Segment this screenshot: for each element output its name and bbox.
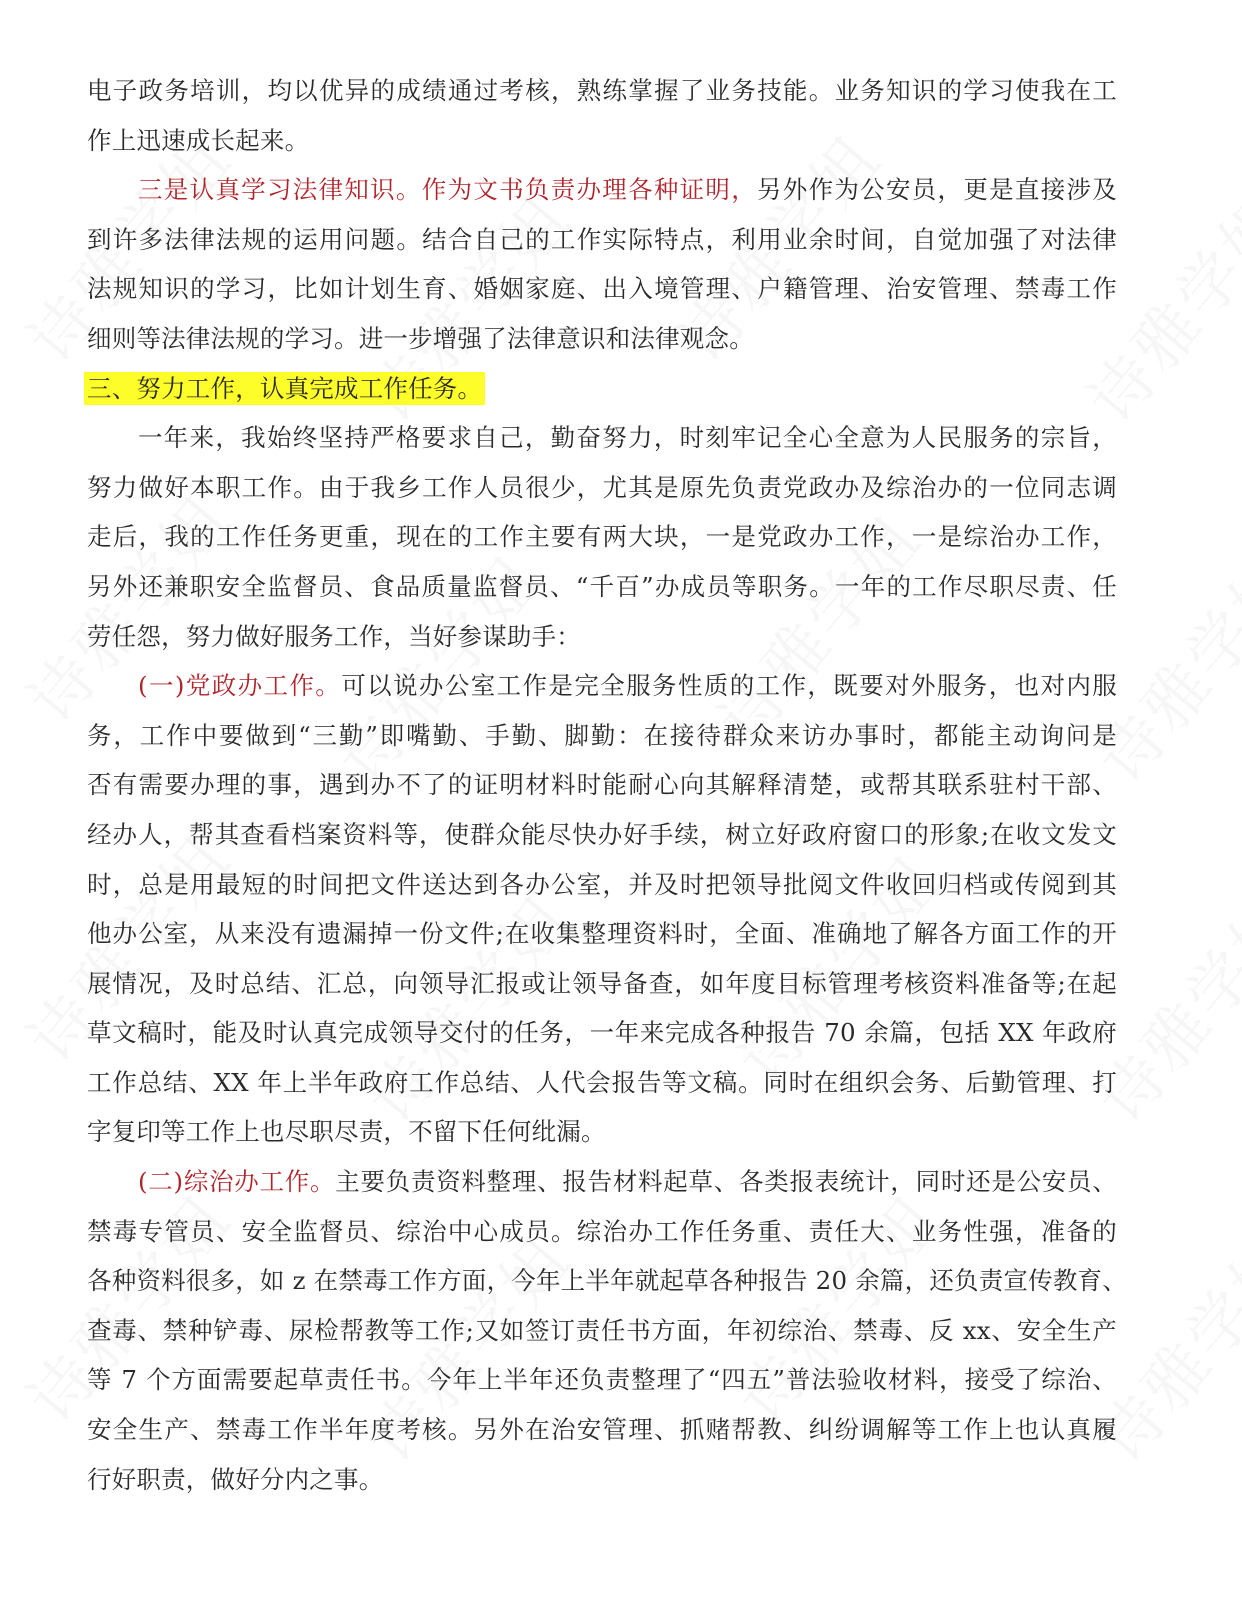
text-line: 作上迅速成长起来。 <box>87 125 310 155</box>
text-line: 展情况，及时总结、汇总，向领导汇报或让领导备查，如年度目标管理考核资料准备等;在起 <box>87 968 1117 998</box>
text-line: 各种资料很多，如 z 在禁毒工作方面，今年上半年就起草各种报告 20 余篇，还负责宣传教育、 <box>87 1266 1127 1296</box>
text-line: 务，工作中要做到“三勤”即嘴勤、手勤、脚勤：在接待群众来访办事时，都能主动询问是 <box>87 720 1117 750</box>
text-line: 否有需要办理的事，遇到办不了的证明材料时能耐心向其解释清楚，或帮其联系驻村干部、 <box>87 770 1117 800</box>
paragraph-training <box>87 66 1117 165</box>
text-line: 他办公室，从来没有遗漏掉一份文件;在收集整理资料时，全面、准确地了解各方面工作的开 <box>87 919 1117 949</box>
red-lead-text: (一)党政办工作。 <box>138 671 342 701</box>
text-line <box>87 661 1117 711</box>
text-span: 可以说办公室工作是完全服务性质的工作，既要对外服务，也对内服 <box>341 671 1117 701</box>
text-line: 行好职责，做好分内之事。 <box>87 1464 384 1494</box>
text-line: 时，总是用最短的时间把文件送达到各办公室，并及时把领导批阅文件收回归档或传阅到其 <box>87 869 1117 899</box>
red-lead-text: (二)综治办工作。 <box>138 1167 336 1197</box>
text-line: 经办人，帮其查看档案资料等，使群众能尽快办好手续，树立好政府窗口的形象;在收文发文 <box>87 819 1117 849</box>
text-line: 禁毒专管员、安全监督员、综治中心成员。综治办工作任务重、责任大、业务性强，准备的 <box>87 1216 1117 1246</box>
paragraph-party-office <box>87 661 1117 1157</box>
paragraph-overview <box>87 413 1117 661</box>
text-line: 查毒、禁种铲毒、尿检帮教等工作;又如签订责任书方面，年初综治、禁毒、反 xx、安全生产 <box>87 1315 1117 1345</box>
text-line <box>87 165 1117 215</box>
document-page <box>87 66 1127 1504</box>
text-line: 字复印等工作上也尽职尽责，不留下任何纰漏。 <box>87 1117 606 1147</box>
text-line: 安全生产、禁毒工作半年度考核。另外在治安管理、抓赌帮教、纠纷调解等工作上也认真履 <box>87 1415 1117 1445</box>
text-span: 主要负责资料整理、报告材料起草、各类报表统计，同时还是公安员、 <box>335 1167 1117 1197</box>
text-line: 法规知识的学习，比如计划生育、婚姻家庭、出入境管理、户籍管理、治安管理、禁毒工作 <box>87 274 1117 304</box>
text-line: 一年来，我始终坚持严格要求自己，勤奋努力，时刻牢记全心全意为人民服务的宗旨， <box>138 423 1117 453</box>
text-line: 细则等法律法规的学习。进一步增强了法律意识和法律观念。 <box>87 323 754 353</box>
text-line: 到许多法律法规的运用问题。结合自己的工作实际特点，利用业余时间，自觉加强了对法律 <box>87 224 1117 254</box>
text-line: 另外还兼职安全监督员、食品质量监督员、“千百”办成员等职务。一年的工作尽职尽责、任 <box>87 571 1117 601</box>
paragraph-governance-office <box>87 1157 1127 1504</box>
red-lead-text: 三是认真学习法律知识。作为文书负责办理各种证明， <box>138 175 757 205</box>
text-line: 草文稿时，能及时认真完成领导交付的任务，一年来完成各种报告 70 余篇，包括 XX 年政府 <box>87 1018 1117 1048</box>
text-line: 工作总结、XX 年上半年政府工作总结、人代会报告等文稿。同时在组织会务、后勤管理、打 <box>87 1067 1117 1097</box>
text-line: 走后，我的工作任务更重，现在的工作主要有两大块，一是党政办工作，一是综治办工作， <box>87 522 1117 552</box>
text-line: 劳任怨，努力做好服务工作，当好参谋助手： <box>87 621 581 651</box>
text-span: 另外作为公安员，更是直接涉及 <box>757 175 1117 205</box>
section-heading <box>87 364 1117 414</box>
text-line: 电子政务培训，均以优异的成绩通过考核，熟练掌握了业务技能。业务知识的学习使我在工 <box>87 76 1117 105</box>
paragraph-legal-knowledge <box>87 165 1117 363</box>
highlighted-heading-text: 三、努力工作，认真完成工作任务。 <box>84 372 485 405</box>
text-line: 努力做好本职工作。由于我乡工作人员很少，尤其是原先负责党政办及综治办的一位同志调 <box>87 472 1117 502</box>
text-line: 等 7 个方面需要起草责任书。今年上半年还负责整理了“四五”普法验收材料，接受了综治、 <box>87 1365 1117 1395</box>
text-line <box>87 1157 1117 1207</box>
